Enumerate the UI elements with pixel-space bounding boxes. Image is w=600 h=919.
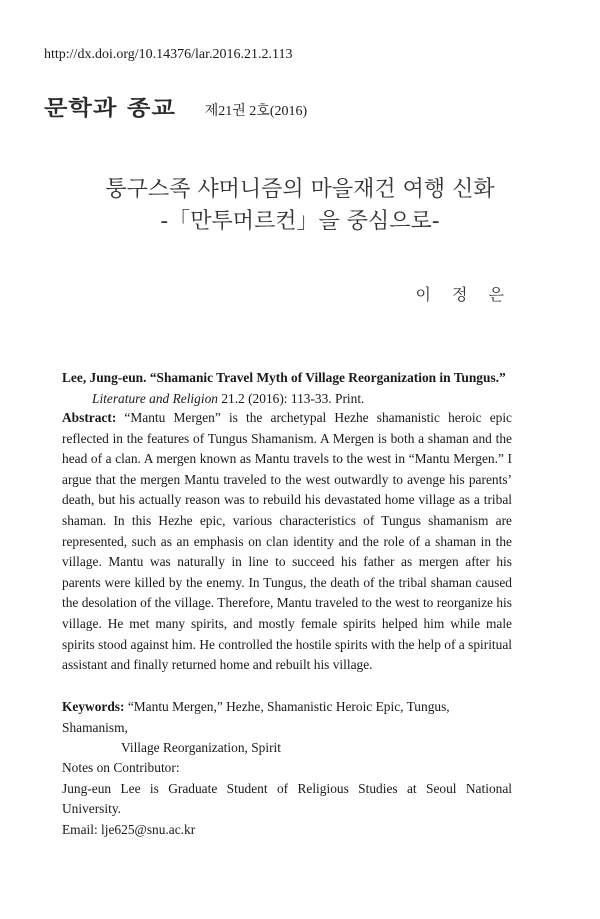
- contributor-bio: Jung-eun Lee is Graduate Student of Religious Studies at Seoul National University.: [62, 780, 512, 817]
- citation-details: 21.2 (2016): 113-33. Print.: [217, 390, 365, 406]
- doi-link[interactable]: http://dx.doi.org/10.14376/lar.2016.21.2.113: [44, 47, 293, 62]
- journal-header: [44, 92, 307, 122]
- citation-journal: Literature and Religion: [92, 390, 218, 406]
- citation-line-1: [62, 368, 512, 389]
- keywords-line-1: [62, 697, 512, 738]
- title-main: 퉁구스족 샤머니즘의 마을재건 여행 신화: [105, 177, 495, 202]
- abstract-label: Abstract:: [62, 410, 117, 425]
- citation-line-2: [62, 389, 512, 410]
- contributor-notes: [62, 758, 512, 840]
- keywords: [62, 697, 512, 759]
- title-subtitle: -「만투머르컨」을 중심으로-: [160, 209, 440, 234]
- contributor-heading: Notes on Contributor:: [62, 760, 180, 775]
- keywords-line-2: Village Reorganization, Spirit: [121, 740, 281, 756]
- keywords-label: Keywords:: [62, 699, 125, 714]
- citation-author: Lee, Jung-eun.: [62, 370, 147, 385]
- citation: [62, 368, 512, 409]
- abstract-text: “Mantu Mergen” is the archetypal Hezhe shamanistic heroic epic reflected in the features of Tungus Shamanism. A Mergen is both a shaman and the head of a clan. A mergen known as Mantu travels to the west in “Mantu Mergen.” I argue that the mergen Mantu traveled to the west outwardly to avenge his parents’ death, but his actually reason was to rebuild his devastated home village as a tribal shaman. In this Hezhe epic, various characteristics of Tungus shamanism are represented, such as an emphasis on clan identity and the role of a shaman in the village. Mantu was naturally in line to succeed his father as mergen after his parents were killed by the enemy. In Tungus, the death of the tribal shaman caused the desolation of the village. Therefore, Mantu traveled to the west to reorganize his village. He met many spirits, and mostly female spirits helped him while male spirits stood against him. He controlled the hostile spirits with the help of a spiritual assistant and finally returned home and rebuilt his village.: [62, 410, 512, 673]
- journal-issue: 제21권 2호(2016): [204, 104, 308, 119]
- keywords-list: “Mantu Mergen,” Hezhe, Shamanistic Heroic Epic, Tungus, Shamanism,: [62, 699, 450, 735]
- citation-title: “Shamanic Travel Myth of Village Reorganization in Tungus.”: [149, 370, 506, 385]
- author-name: 이 정 은: [415, 285, 512, 304]
- abstract: [62, 408, 512, 676]
- contributor-email[interactable]: Email: lje625@snu.ac.kr: [62, 821, 196, 837]
- journal-logo: 문학과 종교: [44, 96, 176, 120]
